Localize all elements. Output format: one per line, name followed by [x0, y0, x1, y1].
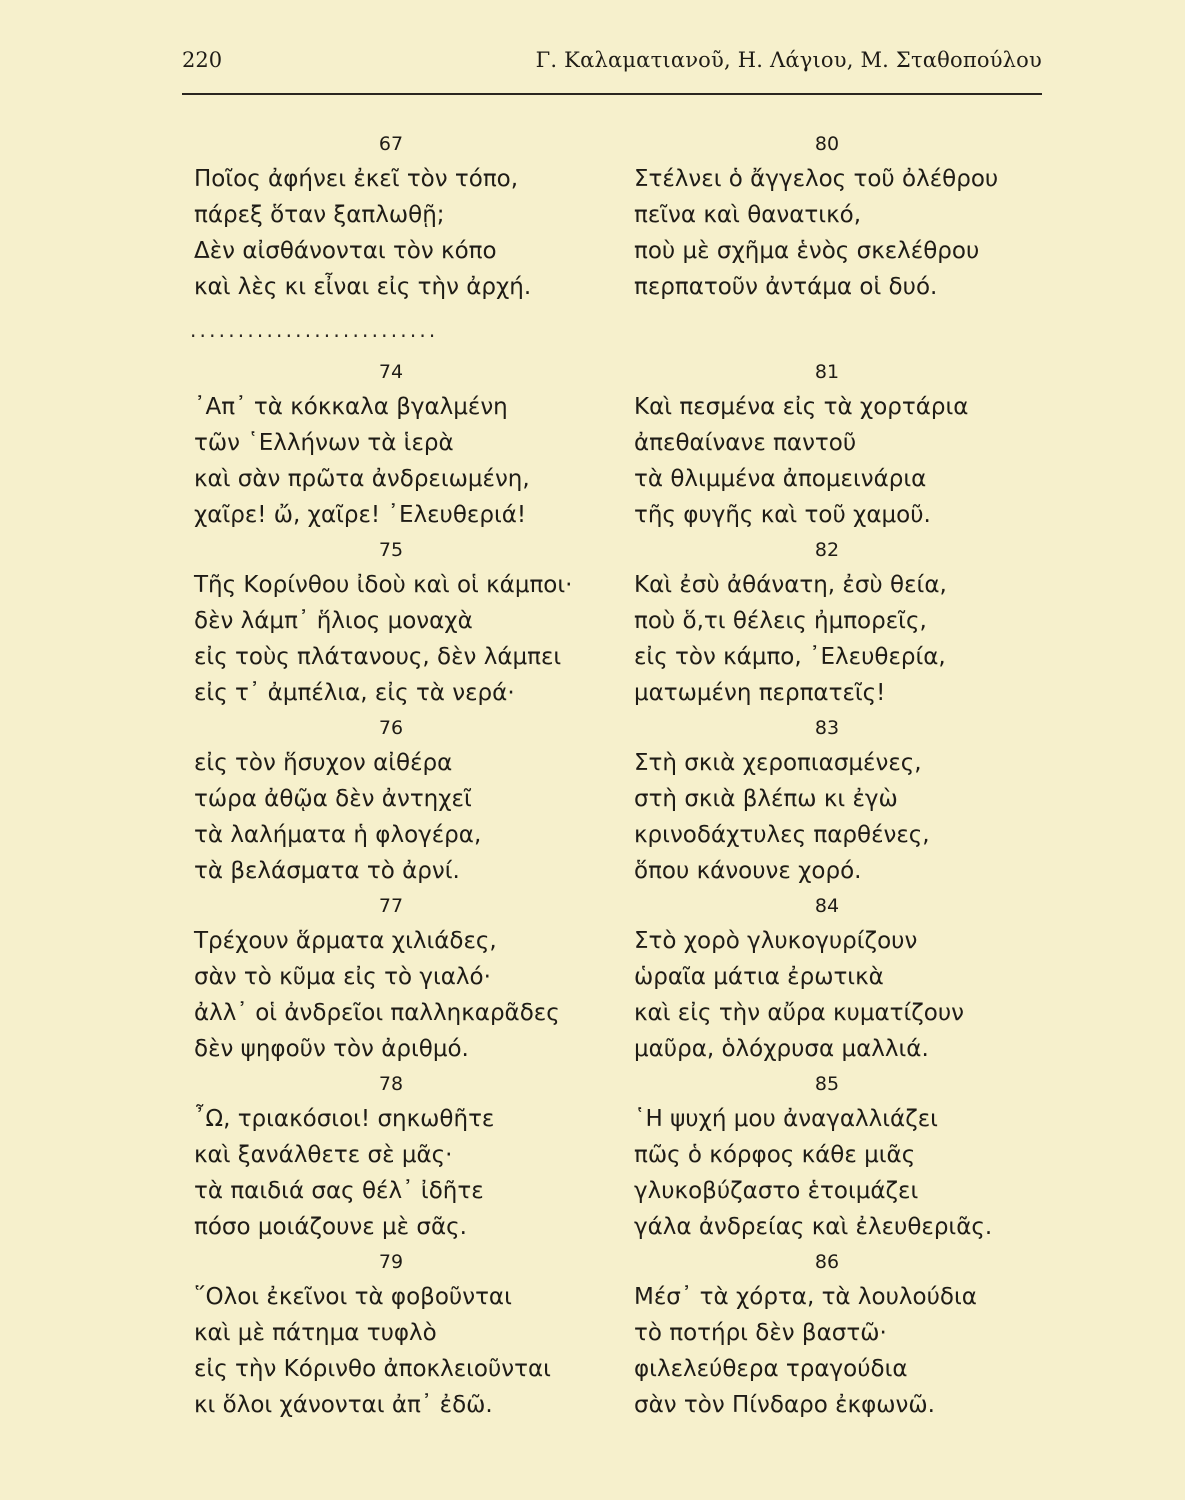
verse-line: εἰς τὴν Κόρινθο ἀποκλειοῦνται: [194, 1356, 551, 1382]
stanza-85: [612, 1067, 1042, 1245]
verse-line: ῞Ολοι ἐκεῖνοι τὰ φοβοῦνται: [194, 1284, 512, 1310]
verse-line: καὶ μὲ πάτημα τυφλὸ: [194, 1320, 437, 1346]
stanza-75: [176, 533, 606, 711]
verse-line: πόσο μοιάζουνε μὲ σᾶς.: [194, 1214, 467, 1240]
verse-line: τὰ θλιμμένα ἀπομεινάρια: [634, 466, 927, 492]
verse-line: ῾Η ψυχή μου ἀναγαλλιάζει: [634, 1106, 938, 1132]
stanza-number: 75: [378, 539, 404, 561]
stanza-76: [176, 711, 606, 889]
stanza-83: [612, 711, 1042, 889]
verse-line: Στὴ σκιὰ χεροπιασμένες,: [634, 750, 922, 776]
stanza-number: 80: [814, 133, 840, 155]
verse-line: κρινοδάχτυλες παρθένες,: [634, 822, 930, 848]
verse-line: Καὶ πεσμένα εἰς τὰ χορτάρια: [634, 394, 969, 420]
verse-line: ματωμένη περπατεῖς!: [634, 680, 886, 706]
verse-line: γλυκοβύζαστο ἑτοιμάζει: [634, 1178, 919, 1204]
verse-line: ἀλλ᾿ οἱ ἀνδρεῖοι παλληκαρᾶδες: [194, 1000, 560, 1026]
page-header: [182, 48, 1042, 82]
verse-line: τὰ λαλήματα ἡ φλογέρα,: [194, 822, 482, 848]
verse-line: σὰν τὸ κῦμα εἰς τὸ γιαλό·: [194, 964, 491, 990]
verse-line: Καὶ ἐσὺ ἀθάνατη, ἐσὺ θεία,: [634, 572, 947, 598]
verse-line: ᾿Απ᾿ τὰ κόκκαλα βγαλμένη: [194, 394, 508, 420]
verse-line: κι ὅλοι χάνονται ἀπ᾿ ἐδῶ.: [194, 1392, 493, 1418]
stanza-number: 76: [378, 717, 404, 739]
stanza-number: 83: [814, 717, 840, 739]
stanza-number: 81: [814, 361, 840, 383]
verse-line: τὸ ποτήρι δὲν βαστῶ·: [634, 1320, 887, 1346]
verse-line: Τῆς Κορίνθου ἰδοὺ καὶ οἱ κάμποι·: [194, 572, 573, 598]
verse-line: καὶ ξανάλθετε σὲ μᾶς·: [194, 1142, 453, 1168]
left-column: [176, 127, 606, 1423]
stanza-81: [612, 355, 1042, 533]
stanza-number: 79: [378, 1251, 404, 1273]
stanza-number: 82: [814, 539, 840, 561]
stanza-number: 77: [378, 895, 404, 917]
verse-line: ῏Ω, τριακόσιοι! σηκωθῆτε: [194, 1106, 495, 1132]
verse-line: περπατοῦν ἀντάμα οἱ δυό.: [634, 274, 938, 300]
verse-line: στὴ σκιὰ βλέπω κι ἐγὼ: [634, 786, 898, 812]
verse-line: τὰ παιδιά σας θέλ᾿ ἰδῆτε: [194, 1178, 484, 1204]
verse-line: τῶν ῾Ελλήνων τὰ ἱερὰ: [194, 430, 454, 456]
verse-line: καὶ εἰς τὴν αὔρα κυματίζουν: [634, 1000, 964, 1026]
stanza-84: [612, 889, 1042, 1067]
stanza-74: [176, 355, 606, 533]
verse-line: γάλα ἀνδρείας καὶ ἐλευθεριᾶς.: [634, 1214, 993, 1240]
verse-line: Μέσ᾿ τὰ χόρτα, τὰ λουλούδια: [634, 1284, 977, 1310]
verse-line: τὰ βελάσματα τὸ ἀρνί.: [194, 858, 460, 884]
verse-line: εἰς τ᾿ ἀμπέλια, εἰς τὰ νερά·: [194, 680, 515, 706]
verse-line: δὲν λάμπ᾿ ἥλιος μοναχὰ: [194, 608, 473, 634]
verse-line: ἀπεθαίνανε παντοῦ: [634, 430, 857, 456]
verse-line: εἰς τοὺς πλάτανους, δὲν λάμπει: [194, 644, 562, 670]
verse-line: καὶ λὲς κι εἶναι εἰς τὴν ἀρχή.: [194, 274, 532, 300]
stanza-number: 67: [378, 133, 404, 155]
omission-dots: ..........................: [190, 319, 439, 342]
stanza-77: [176, 889, 606, 1067]
verse-line: Τρέχουν ἅρματα χιλιάδες,: [194, 928, 497, 954]
stanza-79: [176, 1245, 606, 1423]
header-rule: [182, 93, 1042, 95]
verse-line: σὰν τὸν Πίνδαρο ἐκφωνῶ.: [634, 1392, 935, 1418]
verse-line: πάρεξ ὅταν ξαπλωθῇ;: [194, 202, 445, 228]
running-title: Γ. Καλαματιανοῦ, Η. Λάγιου, Μ. Σταθοπούλου: [535, 48, 1042, 72]
stanza-number: 85: [814, 1073, 840, 1095]
verse-line: πῶς ὁ κόρφος κάθε μιᾶς: [634, 1142, 916, 1168]
verse-line: δὲν ψηφοῦν τὸν ἀριθμό.: [194, 1036, 469, 1062]
stanza-80: [612, 127, 1042, 305]
verse-line: ποὺ ὅ,τι θέλεις ἠμπορεῖς,: [634, 608, 927, 634]
stanza-number: 78: [378, 1073, 404, 1095]
stanza-67: [176, 127, 606, 305]
verse-line: Στὸ χορὸ γλυκογυρίζουν: [634, 928, 918, 954]
verse-line: πεῖνα καὶ θανατικό,: [634, 202, 862, 228]
verse-line: μαῦρα, ὁλόχρυσα μαλλιά.: [634, 1036, 929, 1062]
stanza-number: 86: [814, 1251, 840, 1273]
verse-line: Ποῖος ἀφήνει ἐκεῖ τὸν τόπο,: [194, 166, 519, 192]
stanza-number: 84: [814, 895, 840, 917]
verse-line: ποὺ μὲ σχῆμα ἑνὸς σκελέθρου: [634, 238, 980, 264]
verse-line: χαῖρε! ὤ, χαῖρε! ᾿Ελευθεριά!: [194, 502, 527, 528]
page-number: 220: [182, 48, 223, 72]
verse-line: ὡραῖα μάτια ἐρωτικὰ: [634, 964, 884, 990]
verse-line: καὶ σὰν πρῶτα ἀνδρειωμένη,: [194, 466, 530, 492]
right-column: [612, 127, 1042, 1423]
verse-line: τῆς φυγῆς καὶ τοῦ χαμοῦ.: [634, 502, 931, 528]
stanza-78: [176, 1067, 606, 1245]
stanza-86: [612, 1245, 1042, 1423]
verse-line: φιλελεύθερα τραγούδια: [634, 1356, 908, 1382]
column-spacer: [612, 319, 1042, 355]
verse-line: εἰς τὸν κάμπο, ᾿Ελευθερία,: [634, 644, 946, 670]
verse-line: Στέλνει ὁ ἄγγελος τοῦ ὀλέθρου: [634, 166, 999, 192]
verse-line: εἰς τὸν ἥσυχον αἰθέρα: [194, 750, 453, 776]
verse-line: Δὲν αἰσθάνονται τὸν κόπο: [194, 238, 497, 264]
stanza-82: [612, 533, 1042, 711]
verse-line: τώρα ἀθῷα δὲν ἀντηχεῖ: [194, 786, 472, 812]
verse-line: ὅπου κάνουνε χορό.: [634, 858, 862, 884]
stanza-number: 74: [378, 361, 404, 383]
